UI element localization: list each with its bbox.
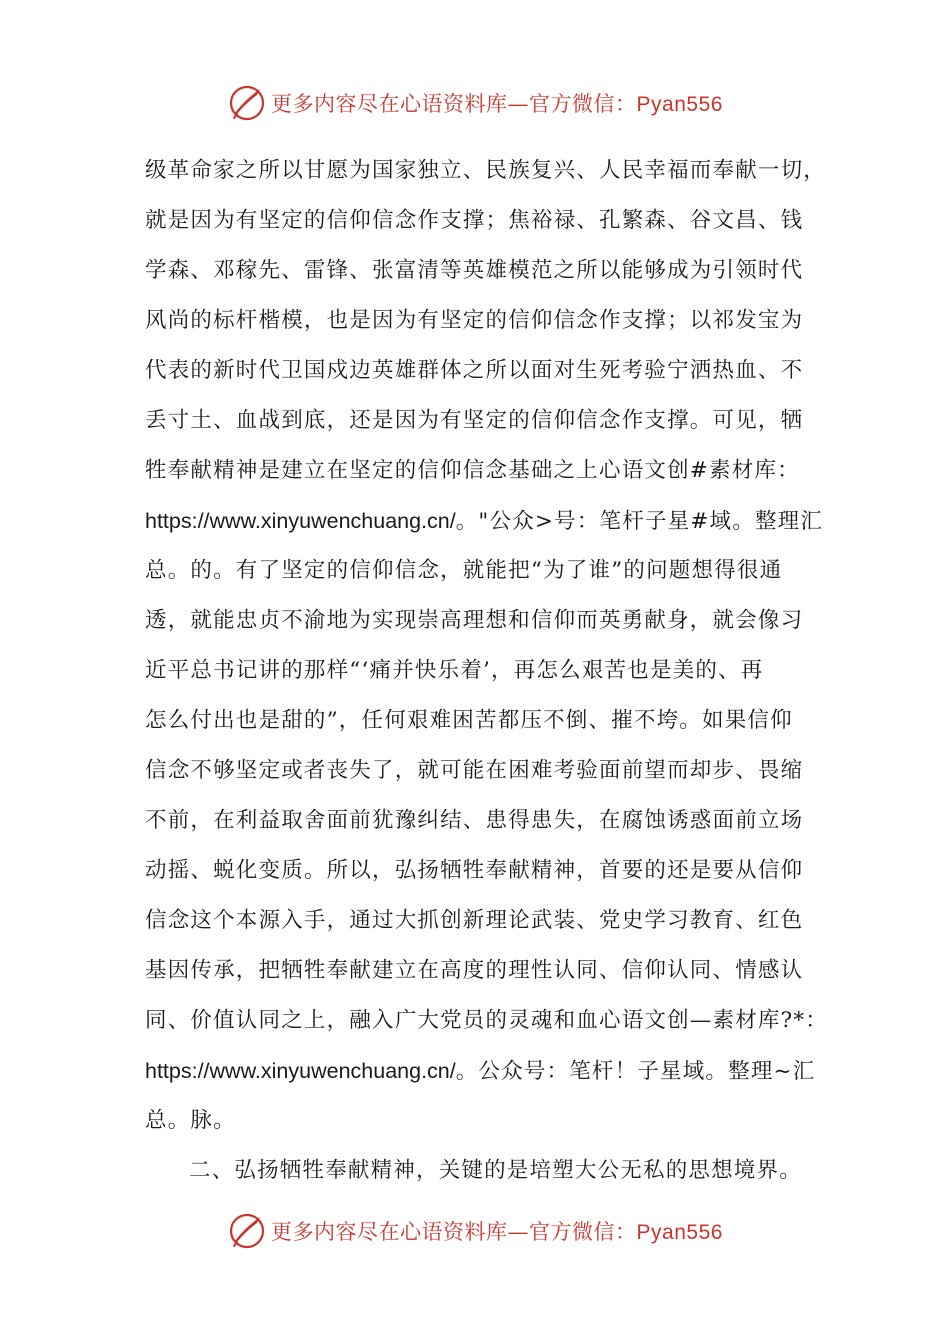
text-line: 牲奉献精神是建立在坚定的信仰信念基础之上心语文创#素材库：: [145, 458, 800, 483]
text-line: 代表的新时代卫国戍边英雄群体之所以面对生死考验宁洒热血、不: [145, 358, 804, 383]
text-line: 就是因为有坚定的信仰信念作支撑；焦裕禄、孔繁森、谷文昌、钱: [145, 208, 804, 233]
pen-nib-logo-icon: [227, 83, 267, 123]
header-banner-text: 更多内容尽在心语资料库—官方微信：Pyan556: [271, 92, 723, 116]
text-line: 丢寸土、血战到底，还是因为有坚定的信仰信念作支撑。可见，牺: [145, 408, 804, 433]
text-line: 风尚的标杆楷模，也是因为有坚定的信仰信念作支撑；以祁发宝为: [145, 308, 804, 333]
text-line: 透，就能忠贞不渝地为实现崇高理想和信仰而英勇献身，就会像习: [145, 608, 804, 633]
document-body: [145, 146, 828, 1196]
text-line: 总。的。有了坚定的信仰信念，就能把“为了谁”的问题想得很通: [145, 558, 783, 583]
text-line: 近平总书记讲的那样“‘痛并快乐着’，再怎么艰苦也是美的、再: [145, 658, 764, 683]
url-line: https://www.xinyuwenchuang.cn/。公众号：笔杆！子星域。整理~汇: [145, 1059, 816, 1084]
url-line: https://www.xinyuwenchuang.cn/。"公众>号：笔杆子星#域。整理汇: [145, 509, 824, 534]
text-line: 信念不够坚定或者丧失了，就可能在困难考验面前望而却步、畏缩: [145, 758, 804, 783]
text-line: 不前，在利益取舍面前犹豫纠结、患得患失，在腐蚀诱惑面前立场: [145, 808, 804, 833]
section-heading: 二、弘扬牺牲奉献精神，关键的是培塑大公无私的思想境界。: [189, 1158, 802, 1183]
footer-banner: [0, 1208, 950, 1254]
url-link[interactable]: https://www.xinyuwenchuang.cn/: [145, 509, 456, 533]
text-line: 级革命家之所以甘愿为国家独立、民族复兴、人民幸福而奉献一切，: [145, 158, 827, 183]
wechat-id: Pyan556: [636, 93, 723, 116]
pen-nib-logo-icon: [227, 1211, 267, 1251]
url-link[interactable]: https://www.xinyuwenchuang.cn/: [145, 1059, 456, 1083]
wechat-id: Pyan556: [636, 1221, 723, 1244]
text-line: 同、价值认同之上，融入广大党员的灵魂和血心语文创—素材库?*：: [145, 1008, 828, 1033]
footer-banner-text: 更多内容尽在心语资料库—官方微信：Pyan556: [271, 1220, 723, 1244]
text-line: 学森、邓稼先、雷锋、张富清等英雄模范之所以能够成为引领时代: [145, 258, 804, 283]
header-banner: [0, 80, 950, 126]
text-line: 动摇、蜕化变质。所以，弘扬牺牲奉献精神，首要的还是要从信仰: [145, 858, 804, 883]
text-line: 信念这个本源入手，通过大抓创新理论武装、党史学习教育、红色: [145, 908, 804, 933]
text-line: 怎么付出也是甜的”，任何艰难困苦都压不倒、摧不垮。如果信仰: [145, 708, 793, 733]
text-line: 总。脉。: [145, 1108, 236, 1133]
text-line: 基因传承，把牺牲奉献建立在高度的理性认同、信仰认同、情感认: [145, 958, 804, 983]
